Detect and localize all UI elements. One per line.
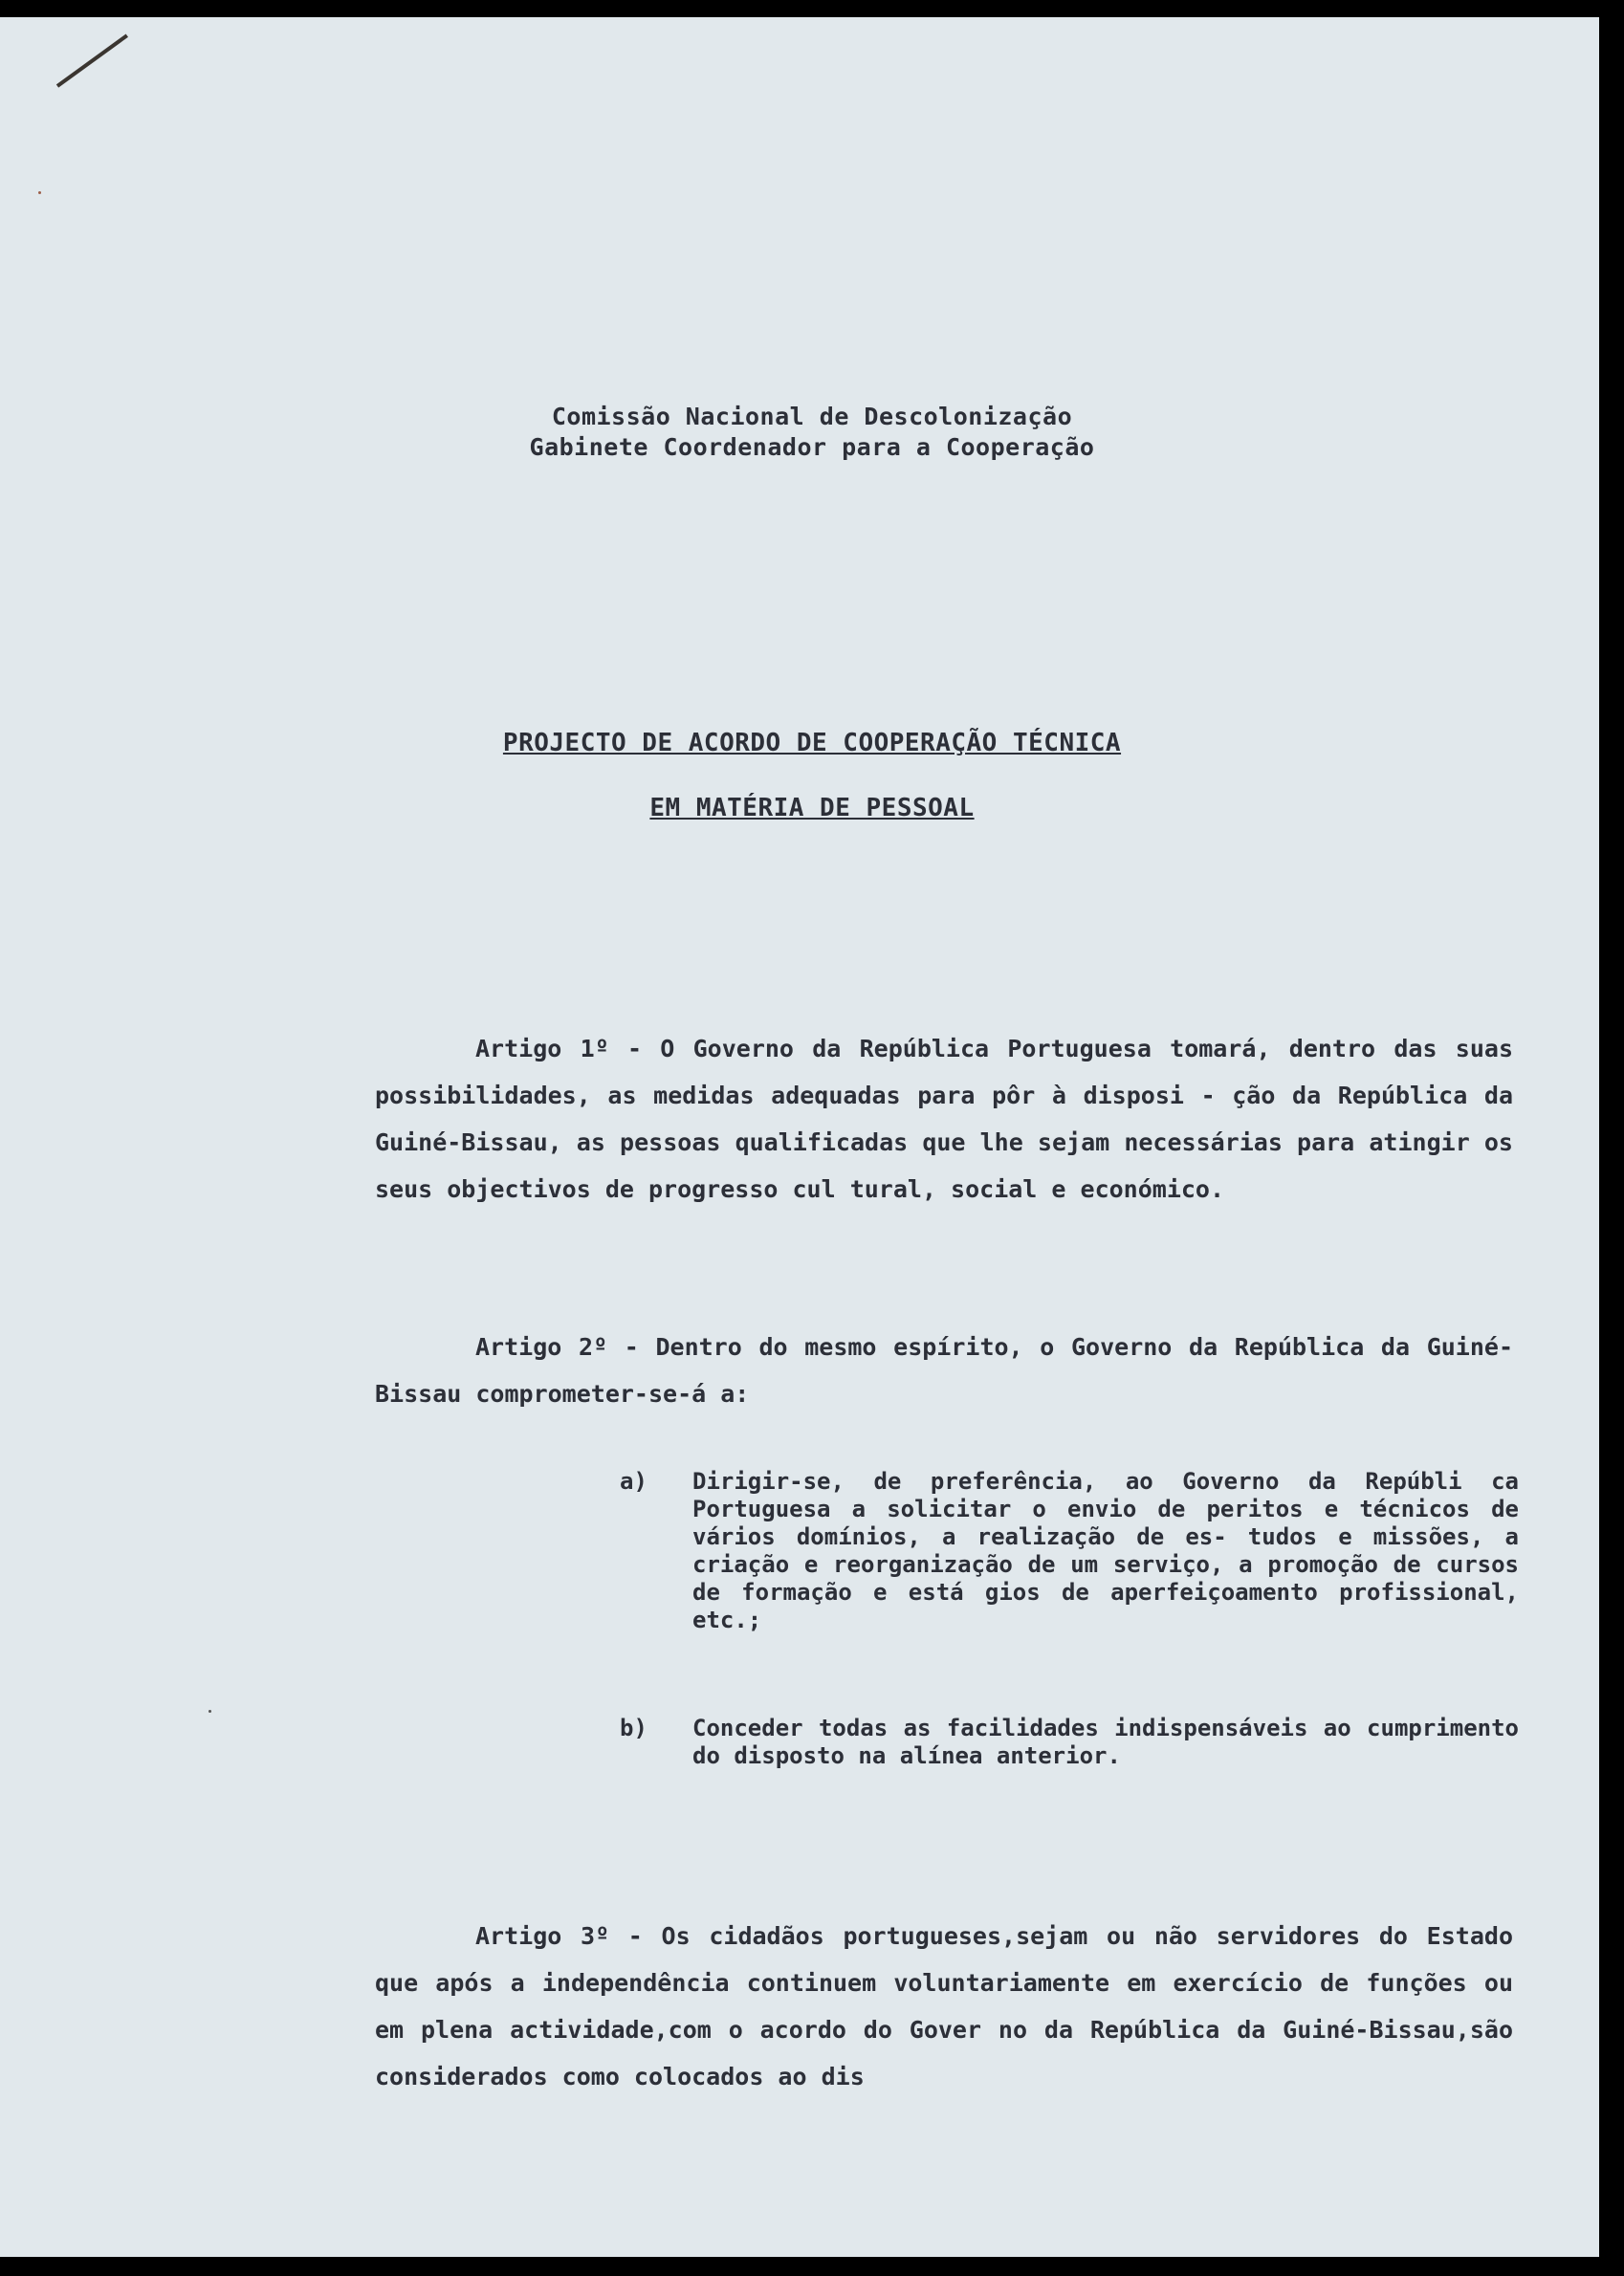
article-3: Artigo 3º - Os cidadãos portugueses,sejam ou não servidores do Estado que após a independência continuem voluntariamente em exercício de funções ou em plena actividade,com o acordo do Gover no da República da Guiné-Bissau,são considerados como colocados ao dis	[375, 1922, 1513, 2090]
item-a-label: a)	[620, 1468, 647, 1495]
item-a-text: Dirigir-se, de preferência, ao Governo da Repúbli ca Portuguesa a solicitar o envio de peritos e técnicos de vários domínios, a realização de es- tudos e missões, a criação e reorganização de um serviço, a promoção de cursos de formação e está gios de aperfeiçoamento profissional, etc.;	[692, 1468, 1519, 1633]
ink-speck	[38, 191, 41, 194]
item-b-text: Conceder todas as facilidades indispensáveis ao cumprimento do disposto na alínea anterior.	[692, 1715, 1519, 1769]
header-line-2: Gabinete Coordenador para a Cooperação	[529, 433, 1095, 461]
document-header	[0, 402, 1624, 463]
ink-speck	[208, 1710, 211, 1713]
item-b-label: b)	[620, 1715, 647, 1741]
pen-mark	[56, 33, 128, 87]
document-title-line-1: PROJECTO DE ACORDO DE COOPERAÇÃO TÉCNICA	[502, 729, 1122, 757]
header-line-1: Comissão Nacional de Descolonização	[551, 403, 1073, 430]
document-title-line-2: EM MATÉRIA DE PESSOAL	[649, 794, 975, 822]
article-2-item-b	[620, 1715, 1519, 1770]
article-1: Artigo 1º - O Governo da República Portuguesa tomará, dentro das suas possibilidades, as medidas adequadas para pôr à disposi - ção da República da Guiné-Bissau, as pessoas qualificadas que lhe sejam necessárias para atingir os seus objectivos de progresso cul tural, social e económico.	[375, 1035, 1513, 1203]
article-2: Artigo 2º - Dentro do mesmo espírito, o Governo da República da Guiné-Bissau comprometer-se-á a:	[375, 1333, 1513, 1408]
article-2-item-a	[620, 1468, 1519, 1634]
